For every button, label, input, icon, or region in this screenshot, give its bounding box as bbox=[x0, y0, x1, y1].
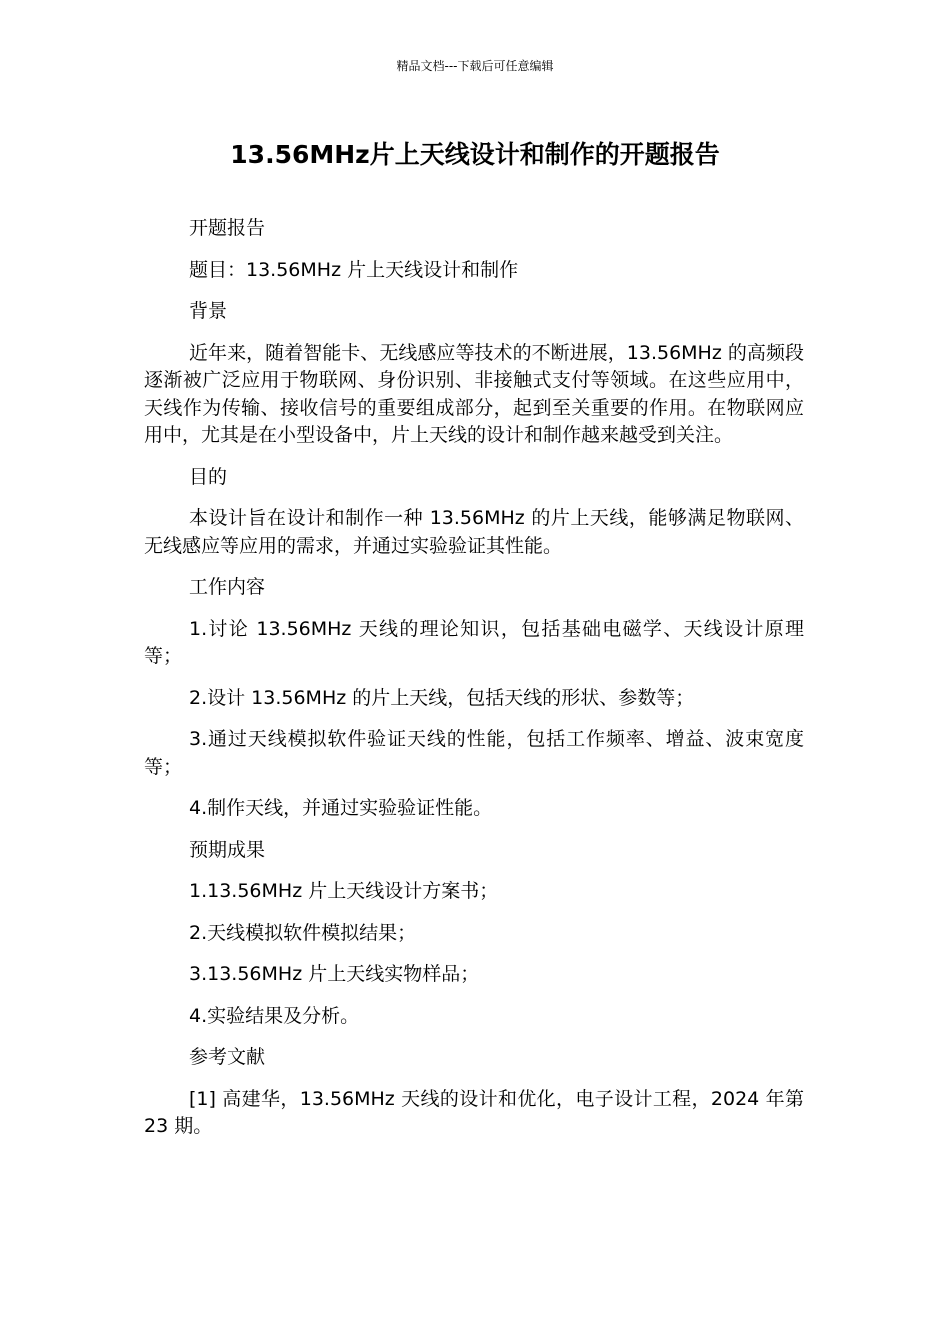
list-item-work-2: 2.设计 13.56MHz 的片上天线，包括天线的形状、参数等； bbox=[189, 686, 695, 709]
list-item-result-1: 1.13.56MHz 片上天线设计方案书； bbox=[189, 880, 499, 902]
heading-work-content: 工作内容 bbox=[189, 576, 266, 598]
paragraph-report-label: 开题报告 bbox=[189, 217, 266, 239]
heading-purpose: 目的 bbox=[189, 465, 228, 488]
page-header-note: 精品文档---下载后可任意编辑 bbox=[396, 59, 554, 73]
list-item-work-3: 3.通过天线模拟软件验证天线的性能，包括工作频率、增益、波束宽度等； bbox=[144, 728, 804, 778]
document-title: 13.56MHz片上天线设计和制作的开题报告 bbox=[230, 140, 720, 169]
paragraph-purpose: 本设计旨在设计和制作一种 13.56MHz 的片上天线，能够满足物联网、无线感应等应用的需求，并通过实验验证其性能。 bbox=[144, 507, 804, 557]
list-item-result-2: 2.天线模拟软件模拟结果； bbox=[189, 921, 417, 944]
list-item-result-3: 3.13.56MHz 片上天线实物样品； bbox=[189, 963, 480, 985]
list-item-result-4: 4.实验结果及分析。 bbox=[189, 1004, 360, 1027]
heading-references: 参考文献 bbox=[189, 1046, 266, 1068]
document-body bbox=[144, 215, 804, 1155]
heading-background: 背景 bbox=[189, 300, 228, 322]
reference-item-1: [1] 高建华，13.56MHz 天线的设计和优化，电子设计工程，2024 年第 23 期。 bbox=[144, 1087, 804, 1137]
heading-expected-results: 预期成果 bbox=[189, 838, 266, 861]
list-item-work-1: 1.讨论 13.56MHz 天线的理论知识，包括基础电磁学、天线设计原理等； bbox=[144, 617, 804, 667]
paragraph-background: 近年来，随着智能卡、无线感应等技术的不断进展，13.56MHz 的高频段逐渐被广泛应用于物联网、身份识别、非接触式支付等领域。在这些应用中，天线作为传输、接收信号的重要组成部分，起到至关重要的作用。在物联网应用中，尤其是在小型设备中，片上天线的设计和制作越来越受到关注。 bbox=[144, 341, 804, 446]
list-item-work-4: 4.制作天线，并通过实验验证性能。 bbox=[189, 797, 493, 819]
paragraph-topic: 题目：13.56MHz 片上天线设计和制作 bbox=[189, 258, 519, 281]
